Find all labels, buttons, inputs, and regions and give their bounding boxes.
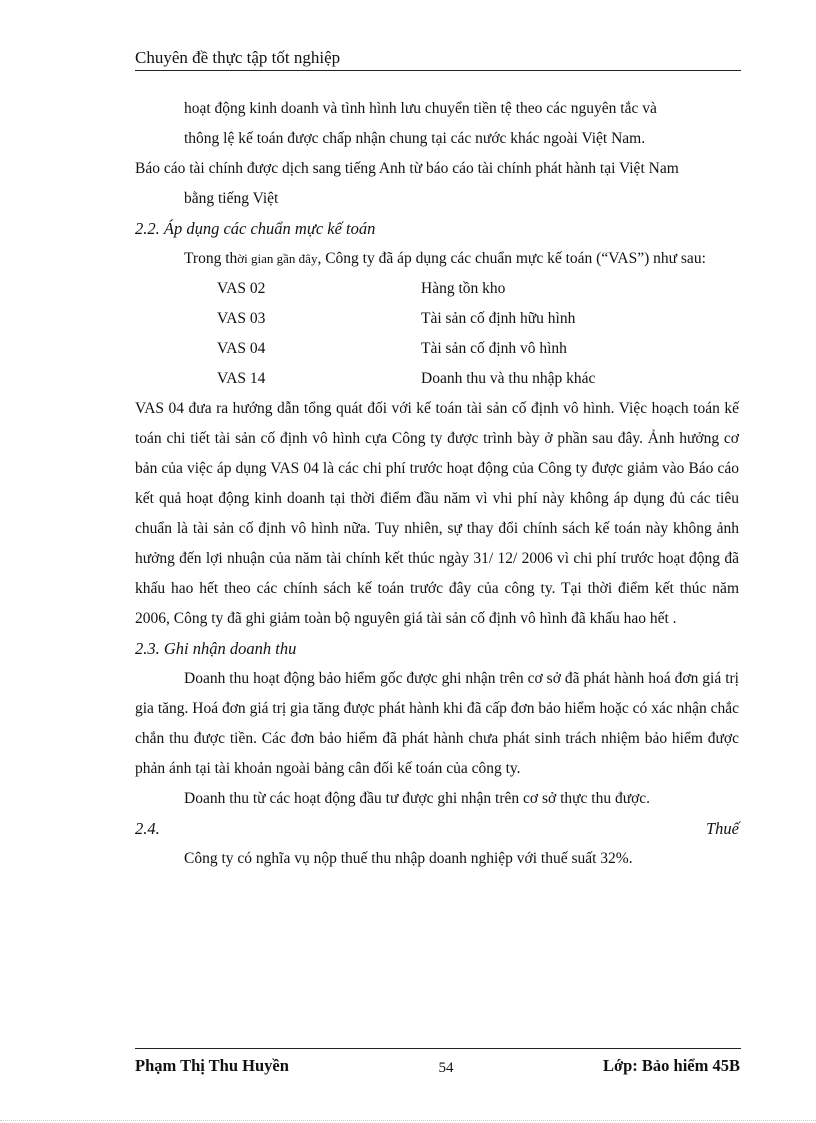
section-heading-2-3: 2.3. Ghi nhận doanh thu (135, 639, 297, 658)
section-heading-2-2: 2.2. Áp dụng các chuẩn mực kế toán (135, 219, 376, 238)
paragraph-6: Công ty có nghĩa vụ nộp thuế thu nhập doanh nghiệp với thuế suất 32%. (184, 850, 633, 867)
paragraph-1-line-1: hoạt động kinh doanh và tình hình lưu chuyển tiền tệ theo các nguyên tắc và (184, 100, 657, 117)
section-title: Thuế (706, 819, 739, 838)
table-row (217, 364, 595, 394)
paragraph-4: Doanh thu hoạt động bảo hiểm gốc được ghi nhận trên cơ sở đã phát hành hoá đơn giá trị gia tăng. Hoá đơn giá trị gia tăng được phát hành khi đã cấp đơn bảo hiểm hoặc có xác nhận chắc chắn thu được tiền. Các đơn bảo hiểm đã phát hành chưa phát sinh trách nhiệm bảo hiểm được phản ánh tại tài khoản ngoài bảng cân đối kế toán của công ty. (135, 670, 739, 777)
vas-code: VAS 04 (217, 340, 266, 357)
vas-name: Hàng tồn kho (421, 280, 506, 297)
header-rule (135, 70, 741, 71)
section-heading-2-4 (135, 814, 739, 844)
paragraph-1-line-2: thông lệ kế toán được chấp nhận chung tại các nước khác ngoài Việt Nam. (184, 130, 646, 147)
paragraph-2 (135, 244, 739, 274)
document-body (135, 94, 739, 874)
vas-code: VAS 14 (217, 370, 266, 387)
paragraph-1-end: bằng tiếng Việt (184, 190, 279, 207)
page-edge-divider (0, 1120, 816, 1121)
section-number: 2.4. (135, 819, 160, 838)
vas-name: Tài sản cố định vô hình (421, 340, 567, 357)
table-row (217, 334, 595, 364)
paragraph-2-small-text: ời gian gần đây (237, 251, 318, 266)
vas-code: VAS 02 (217, 280, 266, 297)
paragraph-2-part-b: , Công ty đã áp dụng các chuẩn mực kế toán (“VAS”) như sau: (317, 250, 706, 267)
paragraph-3: VAS 04 đưa ra hướng dẫn tổng quát đối với kế toán tài sản cố định vô hình. Việc hoạch toán kế toán chi tiết tài sản cố định vô hình cựa Công ty được trình bày ở phần sau đây. Ảnh hưởng cơ bản của việc áp dụng VAS 04 là các chi phí trước hoạt động của Công ty được giảm vào Báo cáo kết quả hoạt động kinh doanh tại thời điểm đầu năm vì vhi phí này không áp dụng đủ các tiêu chuẩn là tài sản cố định vô hình nữa. Tuy nhiên, sự thay đổi chính sách kế toán này không ảnh hưởng đến lợi nhuận của năm tài chính kết thúc ngày 31/ 12/ 2006 vì chi phí trước hoạt động đã khấu hao hết theo các chính sách kế toán trước đây của công ty. Tại thời điểm kết thúc năm 2006, Công ty đã ghi giảm toàn bộ nguyên giá tài sản cố định vô hình đã khấu hao hết . (135, 400, 739, 627)
paragraph-5: Doanh thu từ các hoạt động đầu tư được ghi nhận trên cơ sở thực thu được. (184, 790, 651, 807)
paragraph-2-part-a: Trong th (184, 250, 238, 267)
footer-rule (135, 1048, 741, 1049)
table-row (217, 304, 595, 334)
footer-author: Phạm Thị Thu Huyền (135, 1056, 289, 1075)
vas-name: Doanh thu và thu nhập khác (421, 370, 596, 387)
vas-name: Tài sản cố định hữu hình (421, 310, 576, 327)
vas-standards-table (217, 274, 595, 394)
page-number: 54 (438, 1060, 454, 1076)
vas-code: VAS 03 (217, 310, 266, 327)
table-row (217, 274, 595, 304)
footer-class: Lớp: Bảo hiểm 45B (602, 1056, 740, 1075)
paragraph-1-continued: Báo cáo tài chính được dịch sang tiếng Anh từ báo cáo tài chính phát hành tại Việt Nam (135, 160, 679, 177)
header-title: Chuyên đề thực tập tốt nghiệp (135, 48, 341, 67)
